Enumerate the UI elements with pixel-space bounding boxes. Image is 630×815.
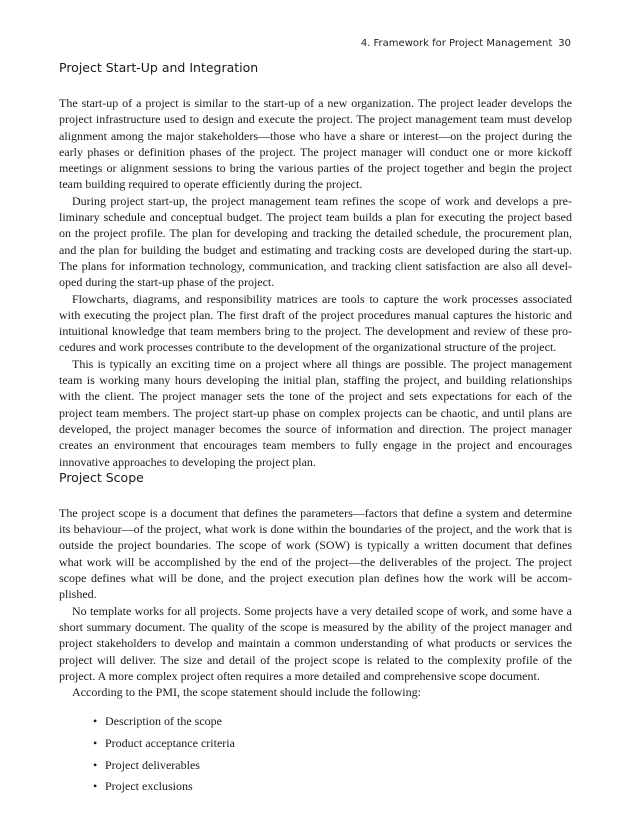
paragraph: According to the PMI, the scope statement should include the following: <box>72 685 421 700</box>
running-title: 4. Framework for Project Management <box>360 38 553 49</box>
scope-statement-list <box>59 714 572 793</box>
section-heading-project-start-up: Project Start-Up and Integration <box>59 60 259 75</box>
list-item-text: Project exclusions <box>105 779 193 794</box>
paragraph: The start-up of a project is similar to the start-up of a new organization. The project leader develops the project infrastructure used to design and execute the project. The project management team must develop alignment among the major stakeholders—those who have a share or interest—on the project during the early phases or definition phases of the project. The project manager will conduct one or more kickoff meetings or alignment sessions to bring the various parties of the project together and begin the project team building required to operate efficiently during the project. <box>59 96 572 192</box>
bullet-icon: • <box>93 735 98 750</box>
section-body-project-start-up <box>59 95 572 470</box>
list-item <box>93 758 572 772</box>
paragraph: This is typically an exciting time on a project where all things are possible. The project management team is working many hours developing the initial plan, staffing the project, and building relationships with the client. The project manager sets the tone of the project and sets expectations for each of the project team members. The project start-up phase on complex projects can be chaotic, and until plans are developed, the project manager becomes the source of information and direction. The project manager creates an environment that encourages team members to fully engage in the project and encourages innovative approaches to developing the project plan. <box>59 356 572 469</box>
paragraph: The project scope is a document that defines the parameters—factors that define a system and determine its behaviour—of the project, what work is done within the boundaries of the project, and the work that is outside the project boundaries. The scope of work (SOW) is typically a written document that defines what work will be accomplished by the end of the project—the deliverables of the project. The project scope defines what will be done, and the project execution plan defines how the work will be accomplished. <box>59 505 572 602</box>
paragraph: During project start-up, the project management team refines the scope of work and develops a preliminary schedule and conceptual budget. The project team builds a plan for executing the project based on the project profile. The plan for developing and tracking the detailed schedule, the procurement plan, and the plan for building the budget and estimating and tracking costs are developed during the start-up. The plans for information technology, communication, and tracking client satisfaction are also all developed during the start-up phase of the project. <box>59 193 572 290</box>
list-item <box>93 736 572 750</box>
list-item <box>93 779 572 793</box>
list-item-text: Description of the scope <box>105 714 222 729</box>
section-body-project-scope <box>59 505 572 793</box>
list-item-text: Product acceptance criteria <box>105 735 235 750</box>
page-number: 30 <box>558 38 571 49</box>
paragraph: No template works for all projects. Some projects have a very detailed scope of work, and some have a short summary document. The quality of the scope is measured by the ability of the project manager and project stakeholders to develop and maintain a common understanding of what products or services the project will deliver. The size and detail of the project scope is related to the complexity profile of the project. A more complex project often requires a more detailed and comprehensive scope document. <box>59 603 572 683</box>
paragraph: Flowcharts, diagrams, and responsibility matrices are tools to capture the work processes associated with executing the project plan. The first draft of the project procedures manual captures the historic and intuitional knowledge that team members bring to the project. The development and review of these procedures and work processes contribute to the development of the organizational structure of the project. <box>59 291 572 355</box>
bullet-icon: • <box>93 757 98 772</box>
bullet-icon: • <box>93 714 98 729</box>
section-heading-project-scope: Project Scope <box>59 469 144 485</box>
page-content <box>59 60 572 801</box>
running-header <box>361 38 571 49</box>
list-item <box>93 714 572 728</box>
bullet-icon: • <box>93 779 98 794</box>
list-item-text: Project deliverables <box>105 757 200 772</box>
